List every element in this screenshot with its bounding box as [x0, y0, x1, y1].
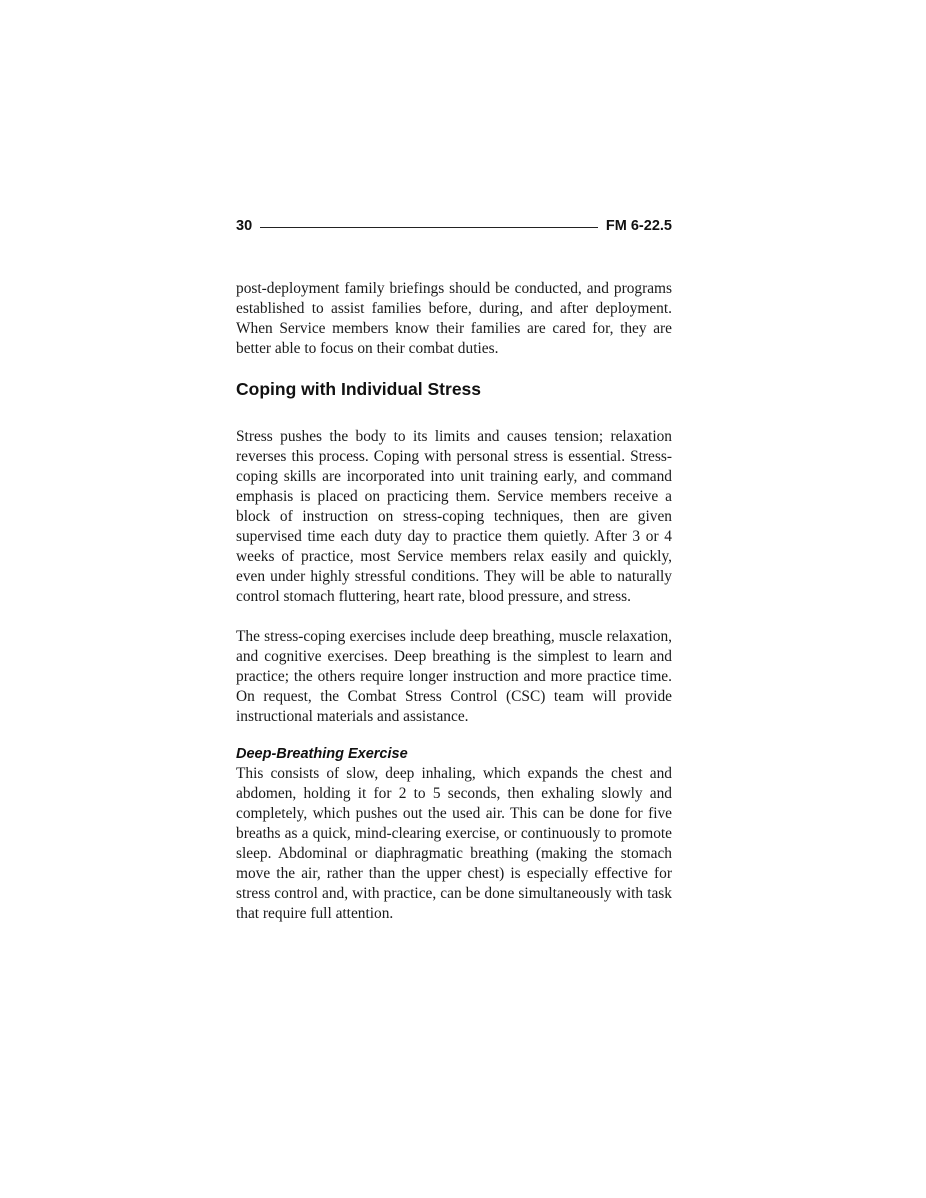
document-id: FM 6-22.5	[605, 218, 672, 234]
running-head	[236, 216, 672, 236]
header-rule	[260, 227, 598, 228]
section-heading: Coping with Individual Stress	[236, 379, 482, 399]
paragraph-family-briefings: post-deployment family briefings should be conducted, and programs established to assist families before, during, and after deployment. When Service members know their families are cared for, they are better able to focus on their combat duties.	[236, 280, 672, 357]
paragraph-deep-breathing: This consists of slow, deep inhaling, which expands the chest and abdomen, holding it for 2 to 5 seconds, then exhaling slowly and completely, which pushes out the used air. This can be done for five breaths as a quick, mind-clearing exercise, or continuously to promote sleep. Abdominal or diaphragmatic breathing (making the stomach move the air, rather than the upper chest) is especially effective for stress control and, with practice, can be done simultaneously with task that require full attention.	[236, 765, 672, 922]
subsection-heading: Deep-Breathing Exercise	[236, 746, 408, 762]
paragraph-stress-coping-intro: Stress pushes the body to its limits and causes tension; relaxation reverses this process. Coping with personal stress is essential. Stress-coping skills are incorporated into unit training early, and command emphasis is placed on practicing them. Service members receive a block of instruction on stress-coping techniques, then are given supervised time each duty day to practice them quietly. After 3 or 4 weeks of practice, most Service members relax easily and quickly, even under highly stressful conditions. They will be able to naturally control stomach fluttering, heart rate, blood pressure, and stress.	[236, 428, 672, 605]
document-page	[236, 216, 672, 924]
paragraph-stress-coping-exercises: The stress-coping exercises include deep breathing, muscle relaxation, and cognitive exercises. Deep breathing is the simplest to learn and practice; the others require longer instruction and more practice time. On request, the Combat Stress Control (CSC) team will provide instructional materials and assistance.	[236, 628, 672, 725]
page-number: 30	[236, 218, 253, 234]
